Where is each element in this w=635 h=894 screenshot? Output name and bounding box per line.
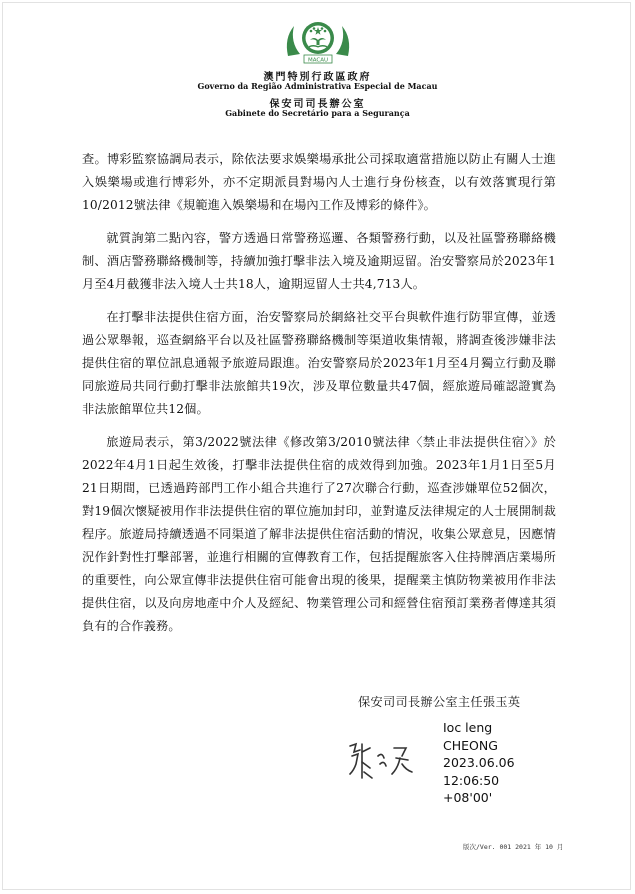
office-name-chinese: 保安司司長辦公室 xyxy=(269,99,366,110)
handwritten-signature-icon xyxy=(344,738,416,784)
digital-signature-date: 2023.06.06 xyxy=(443,755,515,770)
digital-signature-time: 12:06:50 xyxy=(443,772,500,788)
paragraph-tourism-office: 旅遊局表示，第3/2022號法律《修改第3/2010號法律〈禁止非法提供住宿〉》於2022年4月1日起生效後，打擊非法提供住宿的成效得到加強。2023年1月1日至5月21日期間，已透過跨部門工作小組合共進行了27次聯合行動，巡查涉嫌單位52個次，對19個次懷疑被用作非法提供住宿的單位施加封印，並對違反法律規定的人士展開制裁程序。旅遊局持續透過不同渠道了解非法提供住宿活動的情況，收集公眾意見，因應情況作針對性打擊部署，並進行相關的宣傳教育工作，包括提醒旅客入住持牌酒店業場所的重要性，向公眾宣傳非法提供住宿可能會出現的後果，提醒業主慎防物業被用作非法提供住宿，以及向房地產中介人及經紀、物業管理公司和經營住宿預訂業務者傳達其須負有的合作義務。 xyxy=(82,435,556,633)
macau-emblem-icon xyxy=(280,16,356,66)
footer-version: 版次/Ver. 001 2021 年 10 月 xyxy=(463,843,564,851)
digital-signature-given-name: Ioc leng xyxy=(443,720,493,735)
paragraph-illegal-accommodation-police: 在打擊非法提供住宿方面，治安警察局於網絡社交平台與軟件進行防罪宣傳，並透過公眾舉報，巡查網絡平台以及社區警務聯絡機制等渠道收集情報，將調查後涉嫌非法提供住宿的單位訊息通報予旅遊局跟進。治安警察局於2023年1月至4月獨立行動及聯同旅遊局共同行動打擊非法旅館共19次，涉及單位數量共47個，經旅遊局確認證實為非法旅館單位共12個。 xyxy=(82,310,556,416)
document-body xyxy=(82,148,556,648)
government-name-portuguese: Governo da Região Administrativa Especial de Macau xyxy=(197,81,438,91)
digital-signature-surname: CHEONG xyxy=(443,737,498,753)
paragraph-continuation: 查。博彩監察協調局表示，除依法要求娛樂場承批公司採取適當措施以防止有關人士進入娛樂場或進行博彩外，亦不定期派員對場內人士進行身份核查，以有效落實現行第10/2012號法律《規範進入娛樂場和在場內工作及博彩的條件》。 xyxy=(82,152,556,212)
signer-title: 保安司司長辦公室主任張玉英 xyxy=(358,695,521,709)
office-name-portuguese: Gabinete do Secretário para a Segurança xyxy=(225,108,410,118)
government-name-chinese: 澳門特別行政區政府 xyxy=(263,72,372,83)
digital-signature-timezone: +08'00' xyxy=(443,790,493,805)
digital-signature-block xyxy=(443,719,515,807)
paragraph-illegal-entry: 就質詢第二點內容，警方透過日常警務巡邏、各類警務行動，以及社區警務聯絡機制、酒店警務聯絡機制等，持續加強打擊非法入境及逾期逗留。治安警察局於2023年1月至4月截獲非法入境人士共18人，逾期逗留人士共4,713人。 xyxy=(82,231,556,291)
emblem-label: MACAU xyxy=(307,57,329,64)
